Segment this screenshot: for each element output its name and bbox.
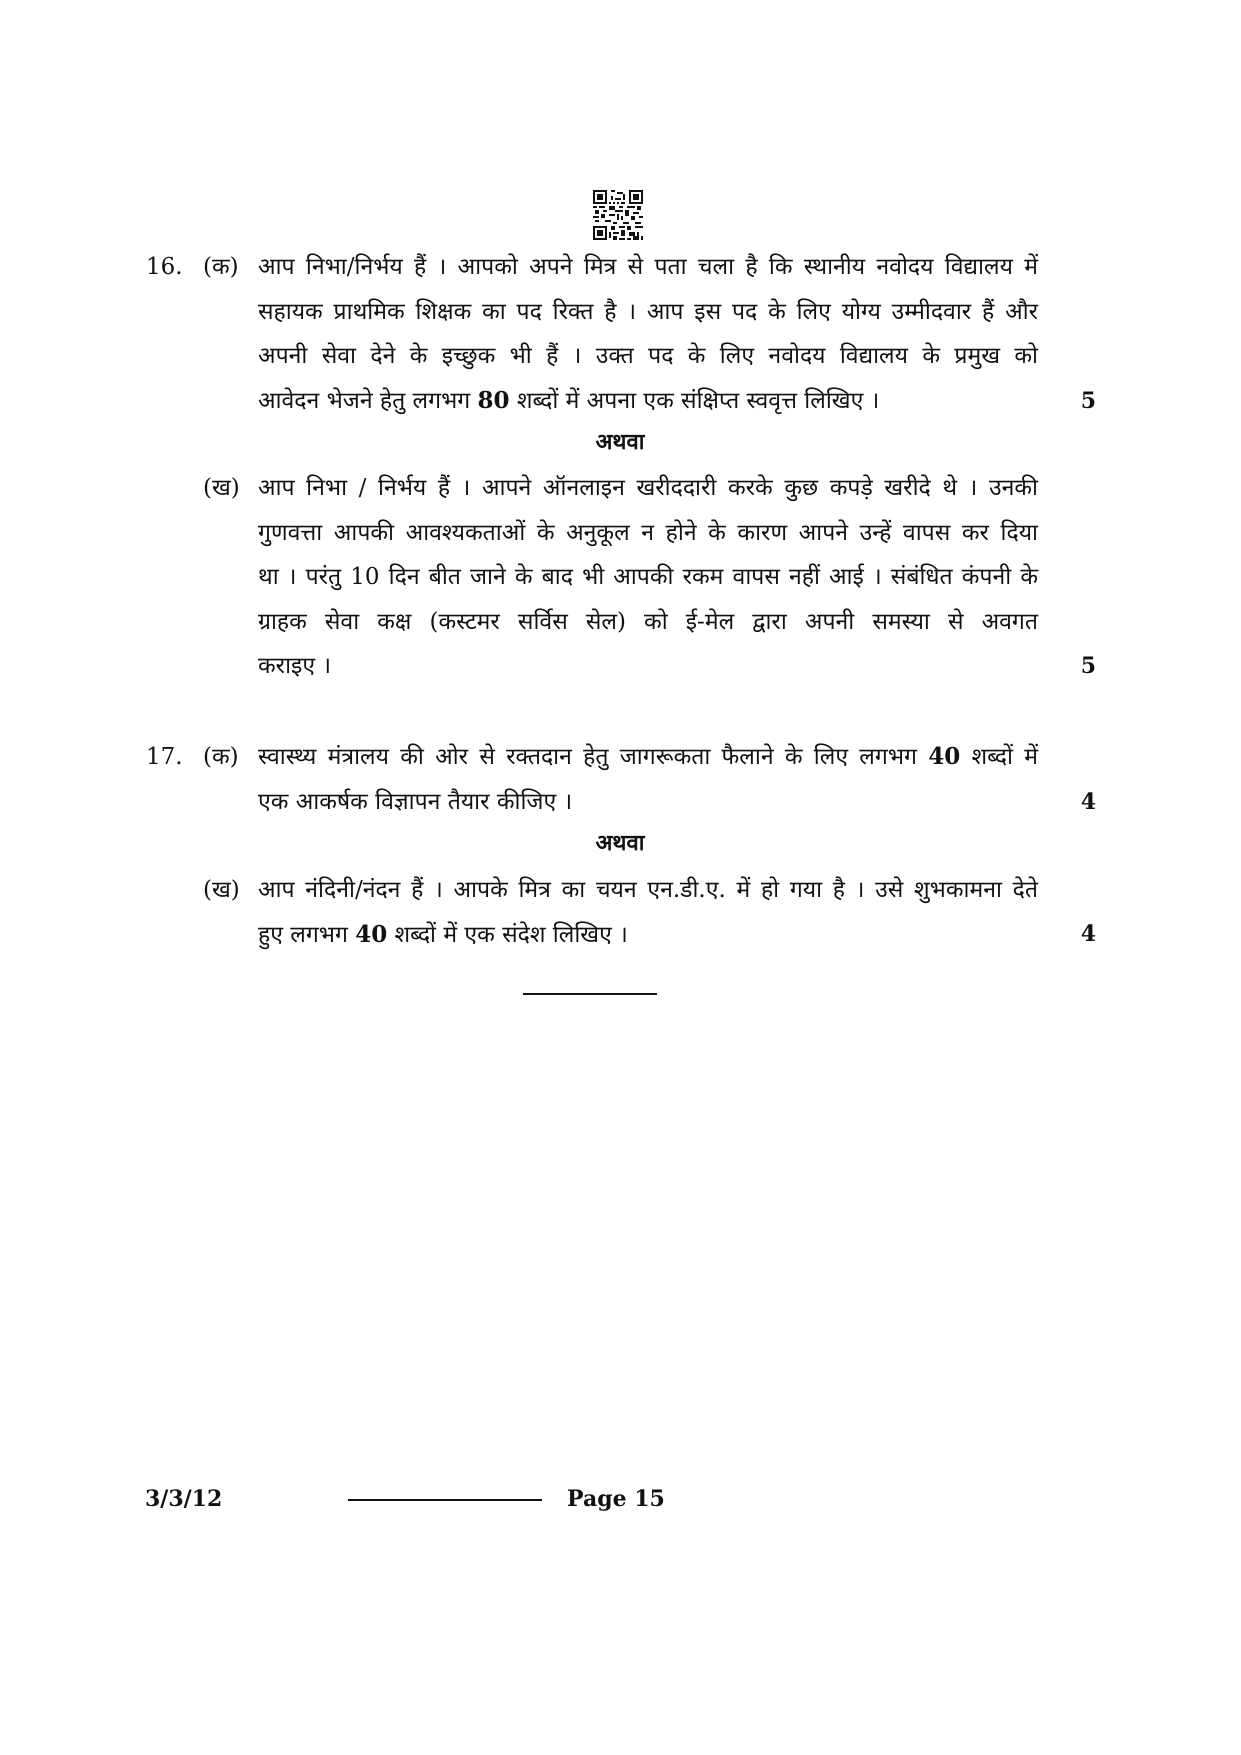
part-label: (ख) (203, 475, 240, 501)
qr-code-icon (593, 190, 643, 240)
marks: 5 (1080, 388, 1096, 414)
text-line: आप नंदिनी/नंदन हैं । आपके मित्र का चयन एन.डी.ए. में हो गया है । उसे शुभकामना देते (258, 877, 1038, 903)
text-line: स्वास्थ्य मंत्रालय की ओर से रक्तदान हेतु जागरूकता फैलाने के लिए लगभग 40 शब्दों में (258, 743, 1038, 770)
text-line: एक आकर्षक विज्ञापन तैयार कीजिए । (258, 788, 573, 815)
text-line: आप निभा/निर्भय हैं । आपको अपने मित्र से पता चला है कि स्थानीय नवोदय विद्यालय में (258, 254, 1038, 280)
question-text (258, 735, 1038, 824)
text-line: कराइए । (258, 653, 332, 679)
part-label: (क) (203, 254, 239, 280)
part-label: (ख) (203, 877, 240, 903)
question-number: 17. (146, 744, 183, 770)
part-label: (क) (203, 744, 239, 770)
page-number: Page 15 (567, 1486, 665, 1512)
end-rule (523, 993, 657, 995)
marks: 4 (1080, 921, 1096, 947)
text-line: सहायक प्राथमिक शिक्षक का पद रिक्त है । आप इस पद के लिए योग्य उम्मीदवार हैं और (258, 298, 1038, 325)
question-number: 16. (146, 254, 183, 280)
question-text (258, 245, 1038, 423)
paper-code: 3/3/12 (145, 1486, 223, 1512)
or-separator: अथवा (595, 830, 645, 856)
footer-rule (348, 1499, 542, 1501)
text-line: था । परंतु 10 दिन बीत जाने के बाद भी आपकी रकम वापस नहीं आई । संबंधित कंपनी के (258, 564, 1038, 590)
question-text (258, 466, 1038, 689)
question-text (258, 868, 1038, 957)
marks: 5 (1080, 653, 1096, 679)
marks: 4 (1080, 789, 1096, 815)
text-line: ग्राहक सेवा कक्ष (कस्टमर सर्विस सेल) को ई-मेल द्वारा अपनी समस्या से अवगत (258, 608, 1038, 635)
text-line: आप निभा / निर्भय हैं । आपने ऑनलाइन खरीददारी करके कुछ कपड़े खरीदे थे । उनकी (258, 475, 1038, 501)
text-line: आवेदन भेजने हेतु लगभग 80 शब्दों में अपना एक संक्षिप्त स्ववृत्त लिखिए । (258, 386, 880, 414)
text-line: हुए लगभग 40 शब्दों में एक संदेश लिखिए । (258, 920, 628, 948)
text-line: अपनी सेवा देने के इच्छुक भी हैं । उक्त पद के लिए नवोदय विद्यालय के प्रमुख को (258, 343, 1038, 369)
or-separator: अथवा (595, 429, 645, 455)
text-line: गुणवत्ता आपकी आवश्यकताओं के अनुकूल न होने के कारण आपने उन्हें वापस कर दिया (258, 519, 1038, 546)
